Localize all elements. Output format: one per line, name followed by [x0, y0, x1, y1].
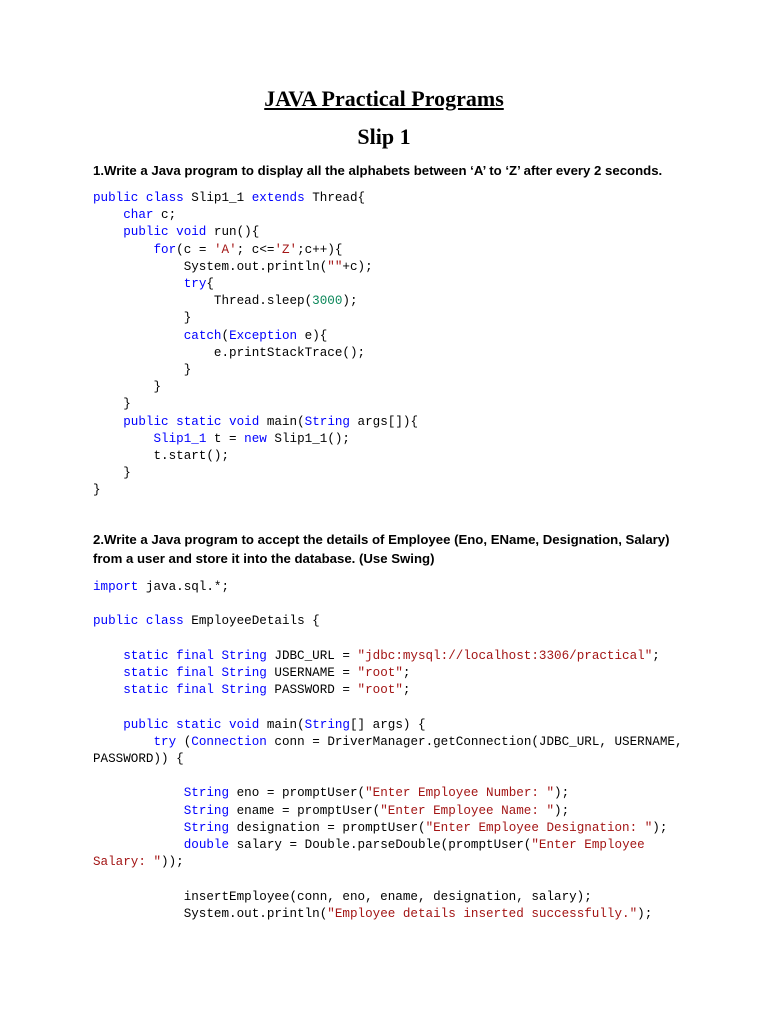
code-keyword: import	[93, 580, 139, 594]
question-1-code-block	[93, 190, 418, 500]
code-line	[93, 871, 683, 888]
code-line	[93, 768, 683, 785]
code-text: t =	[206, 431, 245, 446]
code-string: ""	[327, 259, 343, 274]
code-line	[93, 854, 683, 871]
code-line	[93, 396, 418, 413]
code-text: insertEmployee(conn, eno, ename, designation, salary);	[93, 889, 592, 904]
code-line	[93, 482, 418, 499]
code-text: USERNAME =	[266, 666, 358, 681]
code-text: PASSWORD)) {	[93, 752, 184, 767]
code-text: System.out.println(	[93, 906, 328, 921]
code-text: );	[342, 294, 358, 309]
code-text: EmployeeDetails {	[183, 614, 320, 629]
document-title: JAVA Practical Programs	[264, 86, 504, 111]
code-text	[93, 415, 123, 429]
code-text: }	[93, 397, 131, 412]
code-text: salary = Double.parseDouble(promptUser(	[229, 838, 532, 853]
code-string: "root"	[357, 683, 403, 698]
code-text: main(	[259, 414, 305, 429]
code-string: "Enter Employee Number: "	[365, 786, 555, 801]
code-text	[93, 225, 123, 239]
code-keyword: public void	[123, 225, 207, 240]
code-keyword: String	[183, 786, 230, 801]
code-keyword: String	[183, 820, 230, 835]
code-text	[93, 329, 184, 343]
code-string: "jdbc:mysql://localhost:3306/practical"	[357, 648, 653, 663]
code-line	[93, 379, 418, 396]
code-line	[93, 465, 418, 482]
code-text: ;	[652, 648, 660, 663]
code-text	[93, 649, 123, 663]
code-text: JDBC_URL =	[266, 648, 358, 663]
code-text: [] args) {	[350, 717, 426, 732]
code-text: {	[206, 277, 214, 292]
code-string: Salary: "	[93, 855, 162, 870]
code-line	[93, 362, 418, 379]
code-text: (	[176, 734, 192, 749]
code-line	[93, 717, 683, 734]
code-text: e.printStackTrace();	[93, 345, 366, 360]
code-line	[93, 699, 683, 716]
code-string: "Enter Employee	[531, 838, 645, 853]
code-text: );	[554, 786, 570, 801]
code-string: 'A'	[213, 242, 237, 257]
code-text: );	[637, 906, 653, 921]
code-text: run(){	[206, 225, 260, 240]
code-keyword: new	[244, 431, 267, 446]
code-string: 'Z'	[274, 242, 298, 257]
slip-heading: Slip 1	[357, 124, 411, 149]
code-line	[93, 820, 683, 837]
code-keyword: double	[183, 838, 230, 853]
code-text: System.out.println(	[93, 259, 328, 274]
code-text: t.start();	[93, 449, 230, 464]
code-keyword: catch	[183, 328, 222, 343]
code-text: args[]){	[350, 414, 419, 429]
code-string: "root"	[357, 666, 403, 681]
code-line	[93, 259, 418, 276]
code-text: c;	[153, 208, 177, 223]
code-number: 3000	[312, 294, 343, 309]
code-keyword: public class	[93, 614, 184, 629]
code-line	[93, 345, 418, 362]
code-line	[93, 579, 683, 596]
code-text: PASSWORD =	[266, 683, 358, 698]
code-text	[93, 243, 153, 257]
code-text: (c =	[176, 242, 214, 257]
code-text: }	[93, 483, 101, 498]
code-text: eno = promptUser(	[229, 786, 366, 801]
code-text: conn = DriverManager.getConnection(JDBC_URL, USERNAME,	[266, 734, 683, 749]
code-text: ));	[161, 855, 184, 870]
code-text	[93, 666, 123, 680]
code-line	[93, 734, 683, 751]
code-line	[93, 648, 683, 665]
code-keyword: extends	[251, 191, 305, 205]
code-keyword: public static void	[123, 414, 260, 429]
code-text	[93, 718, 123, 732]
code-keyword: static final String	[123, 648, 267, 663]
code-line	[93, 803, 683, 820]
code-line	[93, 190, 418, 207]
code-keyword: for	[153, 242, 177, 257]
code-keyword: public class	[93, 191, 184, 205]
code-line	[93, 293, 418, 310]
code-text: designation = promptUser(	[229, 820, 426, 835]
code-keyword: Exception	[229, 328, 298, 343]
code-text: ;c++){	[297, 242, 343, 257]
code-text	[93, 838, 184, 852]
code-text	[93, 208, 123, 222]
question-2-text: 2.Write a Java program to accept the details of Employee (Eno, EName, Designation, Salary) from a user and store it into the database. (Use Swing)	[93, 532, 670, 566]
code-line	[93, 431, 418, 448]
code-text: +c);	[342, 259, 373, 274]
code-keyword: Connection	[191, 734, 267, 749]
code-line	[93, 242, 418, 259]
code-keyword: String	[304, 414, 350, 429]
code-line	[93, 613, 683, 630]
code-text: e){	[297, 328, 328, 343]
code-string: "Enter Employee Name: "	[380, 803, 555, 818]
code-line	[93, 751, 683, 768]
code-text	[93, 735, 153, 749]
code-text: (	[221, 328, 230, 343]
code-text: ;	[402, 666, 411, 681]
code-text: java.sql.*;	[138, 580, 230, 594]
code-line	[93, 224, 418, 241]
code-keyword: public static void	[123, 717, 260, 732]
code-text: }	[93, 363, 192, 378]
code-line	[93, 889, 683, 906]
code-line	[93, 310, 418, 327]
code-text: }	[93, 466, 131, 481]
code-text: Thread.sleep(	[93, 294, 313, 309]
code-text: main(	[259, 717, 305, 732]
code-text	[93, 277, 184, 291]
code-keyword: char	[123, 208, 154, 223]
code-line	[93, 665, 683, 682]
code-keyword: try	[153, 734, 177, 749]
code-text: Thread{	[304, 191, 366, 205]
code-text	[93, 432, 153, 446]
code-keyword: static final String	[123, 666, 267, 681]
code-line	[93, 448, 418, 465]
question-2-code-block	[93, 579, 683, 923]
code-text: ;	[402, 683, 411, 698]
code-string: "Enter Employee Designation: "	[425, 820, 653, 835]
code-text: Slip1_1	[183, 191, 252, 205]
code-string: "Employee details inserted successfully."	[327, 906, 638, 921]
code-line	[93, 328, 418, 345]
code-text: );	[652, 820, 668, 835]
code-keyword: String	[304, 717, 350, 732]
code-text	[93, 804, 184, 818]
code-text: ; c<=	[236, 242, 275, 257]
code-text: Slip1_1();	[266, 431, 350, 446]
code-line	[93, 596, 683, 613]
code-text: );	[554, 803, 570, 818]
code-text: }	[93, 311, 192, 326]
code-text	[93, 683, 123, 697]
code-line	[93, 631, 683, 648]
code-text	[93, 821, 184, 835]
code-keyword: String	[183, 803, 230, 818]
code-line	[93, 837, 683, 854]
code-text: ename = promptUser(	[229, 803, 381, 818]
code-line	[93, 207, 418, 224]
code-keyword: static final String	[123, 683, 267, 698]
code-text: }	[93, 380, 162, 395]
code-keyword: try	[183, 277, 207, 292]
question-1-text: 1.Write a Java program to display all the alphabets between ‘A’ to ‘Z’ after every 2 seconds.	[93, 163, 663, 178]
code-line	[93, 906, 683, 923]
code-text	[93, 786, 184, 800]
code-line	[93, 682, 683, 699]
code-line	[93, 276, 418, 293]
code-line	[93, 414, 418, 431]
code-keyword: Slip1_1	[153, 431, 207, 446]
code-line	[93, 785, 683, 802]
